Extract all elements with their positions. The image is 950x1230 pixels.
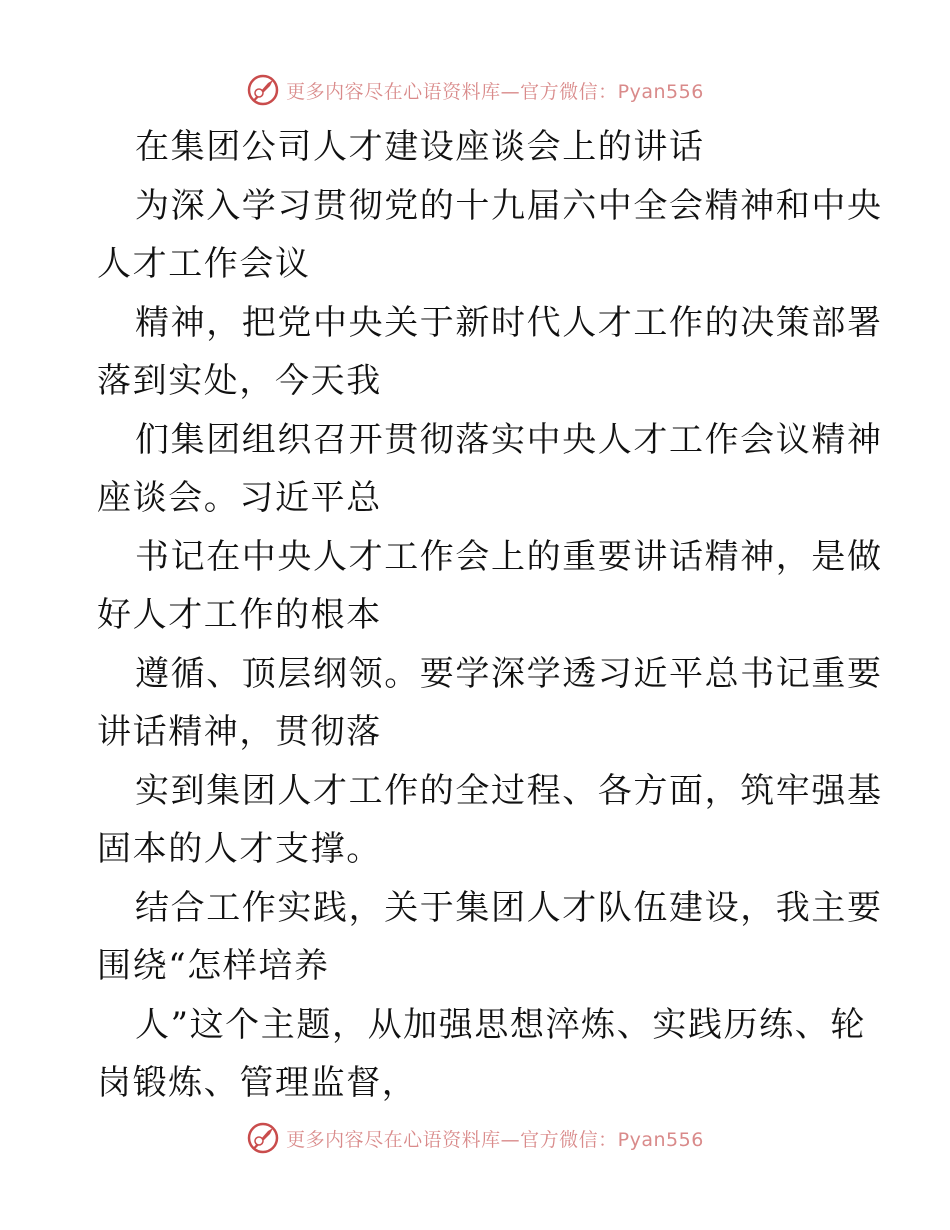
document-title: 在集团公司人才建设座谈会上的讲话 [135, 127, 705, 167]
document-body [97, 118, 883, 1113]
text-line: 固本的人才支撑。 [97, 829, 382, 869]
text-line: 落到实处，今天我 [97, 361, 382, 401]
text-line: 人”这个主题，从加强思想淬炼、实践历练、轮 [135, 1004, 866, 1045]
header-banner-text: 更多内容尽在心语资料库—官方微信：Pyan556 [286, 80, 704, 103]
header-banner [0, 70, 950, 110]
text-line: 们集团组织召开贯彻落实中央人才工作会议精神 [135, 419, 883, 460]
quill-pen-logo-icon [246, 1121, 280, 1155]
text-line: 实到集团人才工作的全过程、各方面，筑牢强基 [135, 770, 883, 811]
text-line: 精神，把党中央关于新时代人才工作的决策部署 [135, 302, 883, 343]
text-line: 遵循、顶层纲领。要学深学透习近平总书记重要 [135, 653, 883, 694]
text-line: 书记在中央人才工作会上的重要讲话精神，是做 [135, 536, 883, 577]
footer-banner [0, 1118, 950, 1158]
text-line: 讲话精神，贯彻落 [97, 712, 382, 752]
footer-banner-text: 更多内容尽在心语资料库—官方微信：Pyan556 [286, 1128, 704, 1151]
quill-pen-logo-icon [246, 73, 280, 107]
text-line: 岗锻炼、管理监督， [97, 1063, 418, 1103]
text-line: 结合工作实践，关于集团人才队伍建设，我主要 [135, 887, 883, 928]
text-line: 为深入学习贯彻党的十九届六中全会精神和中央 [135, 185, 883, 226]
text-line: 座谈会。习近平总 [97, 478, 382, 518]
text-line: 好人才工作的根本 [97, 595, 382, 635]
text-line: 围绕“怎样培养 [97, 946, 330, 986]
text-line: 人才工作会议 [97, 244, 311, 284]
